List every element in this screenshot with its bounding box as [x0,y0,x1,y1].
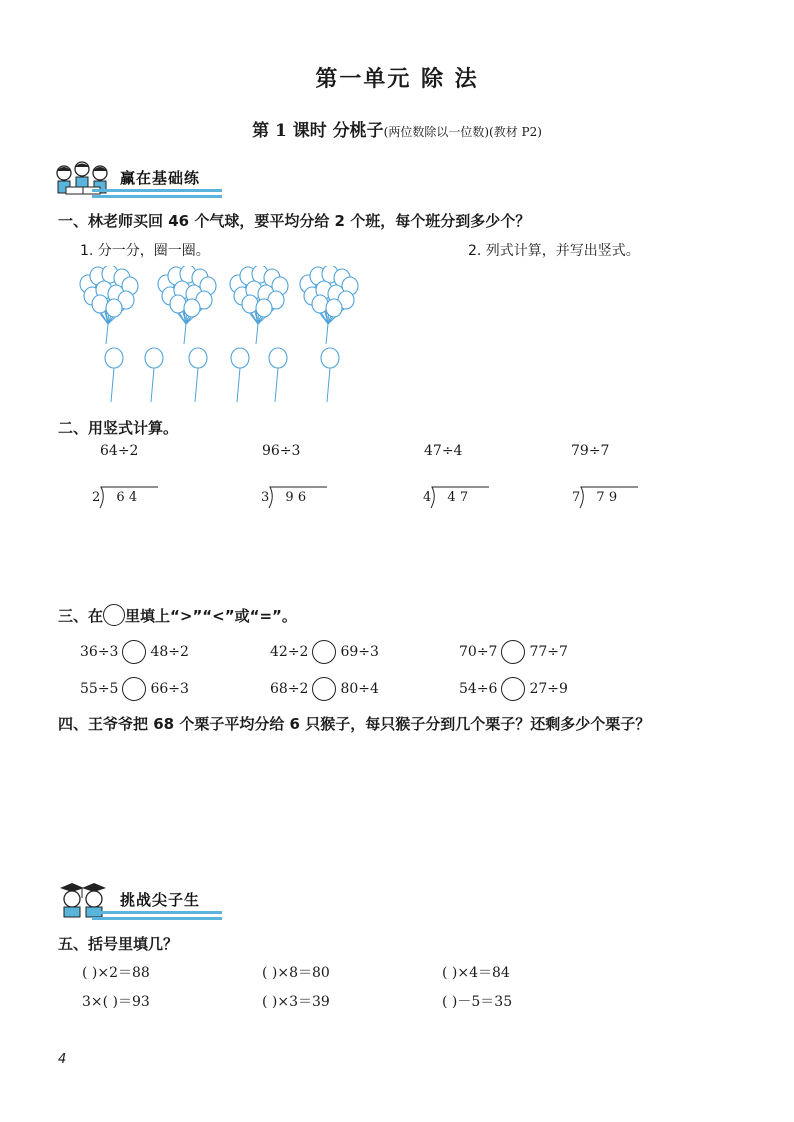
answer-circle[interactable] [312,640,336,664]
dividend-1: 6 4 [116,490,138,505]
q4-prompt: 四、王爷爷把 68 个栗子平均分给 6 只猴子，每只猴子分到几个栗子？还剩多少个栗子？ [58,715,651,733]
long-division-4 [572,490,617,505]
lesson-note: (两位数除以一位数)(教材 P2) [383,125,542,139]
compare-item [459,640,568,664]
q2-expr-4: 79÷7 [571,443,610,459]
divisor-2: 3 [261,490,270,505]
compare-left: 70÷7 [459,644,498,660]
q3-prompt [58,604,297,626]
q2-expr-1: 64÷2 [100,443,139,459]
compare-left: 42÷2 [270,644,309,660]
answer-circle[interactable] [501,640,525,664]
divisor-1: 2 [92,490,101,505]
q2-prompt: 二、用竖式计算。 [58,419,179,437]
fill-blank-item: ( )×3＝39 [262,994,330,1010]
unit-title: 第一单元 除 法 [315,66,479,92]
compare-right: 69÷3 [340,644,379,660]
q2-expr-2: 96÷3 [262,443,301,459]
single-balloon [145,348,163,402]
compare-item [80,640,189,664]
banner-challenge-label: 挑战尖子生 [120,891,201,909]
answer-circle[interactable] [501,677,525,701]
compare-right: 80÷4 [340,681,379,697]
q1-prompt: 一、林老师买回 46 个气球，要平均分给 2 个班，每个班分到多少个？ [58,212,531,230]
q5-prompt: 五、括号里填几？ [58,935,179,953]
compare-right: 66÷3 [150,681,189,697]
banner-basic [52,160,222,200]
compare-item [270,677,379,701]
compare-item [80,677,189,701]
q3-prompt-a: 三、在 [58,606,104,625]
single-balloon [189,348,207,402]
balloon-bunch [230,266,288,344]
single-balloon [105,348,123,402]
answer-circle[interactable] [122,677,146,701]
compare-left: 68÷2 [270,681,309,697]
divisor-4: 7 [572,490,581,505]
balloon-bunch [158,266,216,344]
single-balloon [269,348,287,402]
kids-reading-icon [52,160,116,200]
fill-blank-item: ( )×8＝80 [262,965,330,981]
circle-icon [103,604,125,626]
fill-blank-item: ( )×4＝84 [442,965,510,981]
banner-basic-label: 赢在基础练 [120,169,201,187]
compare-left: 54÷6 [459,681,498,697]
compare-right: 48÷2 [150,644,189,660]
page-number: 4 [58,1052,67,1067]
fill-blank-item: ( )－5＝35 [442,994,513,1010]
q3-prompt-b: 里填上“>”“<”或“=”。 [125,606,297,625]
compare-right: 27÷9 [529,681,568,697]
lesson-title [0,116,794,141]
balloon-illustration [72,266,372,406]
q1-part1: 1. 分一分，圈一圈。 [80,243,210,259]
compare-right: 77÷7 [529,644,568,660]
banner-challenge [52,882,222,922]
graduates-icon [52,882,116,922]
dividend-3: 4 7 [447,490,469,505]
fill-blank-item: ( )×2＝88 [82,965,150,981]
long-division-1 [92,490,137,505]
compare-item [270,640,379,664]
single-balloon [321,348,339,402]
dividend-4: 7 9 [596,490,618,505]
balloon-bunch [300,266,358,344]
divisor-3: 4 [423,490,432,505]
dividend-2: 9 6 [285,490,307,505]
lesson-main: 第 1 课时 分桃子 [252,121,384,141]
balloon-bunch [80,266,138,344]
answer-circle[interactable] [312,677,336,701]
compare-left: 36÷3 [80,644,119,660]
q1-part2: 2. 列式计算，并写出竖式。 [468,243,640,259]
fill-blank-item: 3×( )＝93 [82,994,150,1010]
long-division-2 [261,490,306,505]
answer-circle[interactable] [122,640,146,664]
compare-item [459,677,568,701]
long-division-3 [423,490,468,505]
q2-expr-3: 47÷4 [424,443,463,459]
single-balloon [231,348,249,402]
compare-left: 55÷5 [80,681,119,697]
